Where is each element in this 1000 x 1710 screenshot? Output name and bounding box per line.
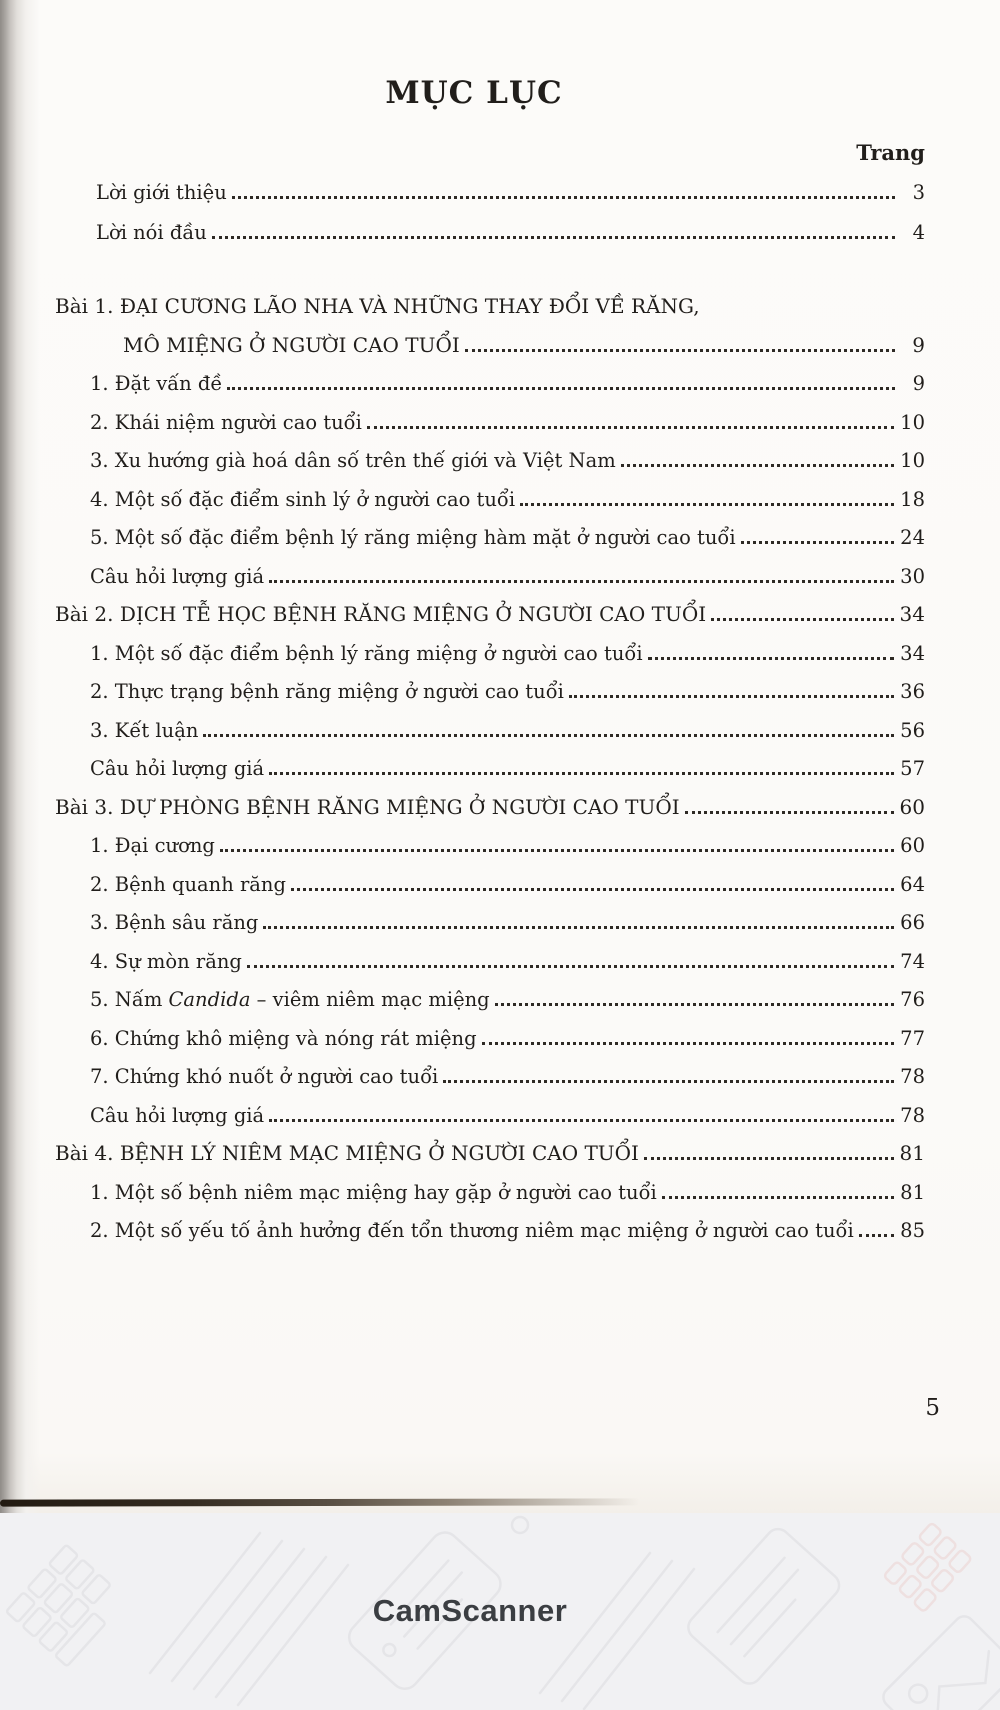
- toc-row: [55, 594, 925, 633]
- toc-entry-text: Câu hỏi lượng giá: [90, 564, 265, 588]
- page-number: 5: [925, 1395, 940, 1421]
- toc-entry-label: [123, 333, 460, 357]
- toc-entry-text-suffix: – viêm niêm mạc miệng: [250, 988, 490, 1011]
- toc-entry-label: [90, 1027, 477, 1050]
- toc-entry-label: [90, 680, 564, 703]
- toc-entry-page-number: 81: [899, 1141, 925, 1165]
- dotted-leader: [220, 849, 894, 852]
- toc-entry-text: Câu hỏi lượng giá: [90, 1103, 265, 1127]
- toc-entry-label: [90, 1104, 264, 1127]
- dotted-leader: [495, 1003, 895, 1006]
- toc-entry-label: [96, 221, 207, 244]
- toc-entry-page-number: 74: [900, 949, 925, 973]
- toc-entry-page-number: 76: [900, 988, 925, 1011]
- dotted-leader: [685, 811, 894, 814]
- toc-entry-label: [90, 449, 616, 472]
- toc-entry-text: 3. Bệnh sâu răng: [90, 911, 259, 934]
- dotted-leader: [741, 541, 895, 544]
- dotted-leader: [711, 618, 893, 621]
- toc-entry-text: 7. Chứng khó nuốt ở người cao tuổi: [90, 1065, 439, 1088]
- toc-entry-text: 1. Một số bệnh niêm mạc miệng hay gặp ở người cao tuổi: [90, 1180, 657, 1204]
- toc-entry-label: [90, 488, 515, 511]
- toc-row: [55, 748, 925, 787]
- toc-entry-label: [55, 294, 700, 318]
- dotted-leader: [247, 965, 894, 968]
- dotted-leader: [644, 1157, 894, 1160]
- toc-content: [55, 0, 925, 1248]
- toc-entry-page-number: 36: [900, 680, 925, 703]
- toc-row: [55, 902, 925, 941]
- toc-entry-page-number: 60: [899, 794, 925, 819]
- toc-row: [55, 632, 925, 671]
- toc-entry-text: 2. Thực trạng bệnh răng miệng ở người cao tuổi: [90, 680, 564, 703]
- dotted-leader: [232, 196, 895, 199]
- toc-row: [55, 440, 925, 479]
- toc-entry-page-number: 78: [900, 1065, 925, 1088]
- toc-entry-text: MÔ MIỆNG Ở NGƯỜI CAO TUỔI: [123, 332, 460, 357]
- toc-row: [55, 324, 925, 363]
- camscanner-watermark: CamScanner: [372, 1593, 568, 1628]
- toc-row: [55, 517, 925, 556]
- toc-entry-text: 5. Một số đặc điểm bệnh lý răng miệng hàm mặt ở người cao tuổi: [90, 526, 736, 549]
- toc-entry-label: [90, 1219, 854, 1242]
- toc-entry-text: 6. Chứng khô miệng và nóng rát miệng: [90, 1026, 477, 1050]
- toc-entry-text: 5. Nấm: [90, 988, 169, 1011]
- toc-entry-label: [55, 1141, 639, 1165]
- toc-entry-page-number: 57: [900, 757, 925, 780]
- toc-entry-page-number: 18: [900, 487, 925, 511]
- toc-entry-text: 3. Xu hướng già hoá dân số trên thế giới và Việt Nam: [90, 449, 616, 472]
- toc-entry-page-number: 64: [900, 872, 925, 896]
- dotted-leader: [269, 772, 894, 775]
- toc-entry-page-number: 4: [912, 221, 925, 244]
- lines-doodle-icon: [540, 1553, 694, 1709]
- dotted-leader: [662, 1196, 894, 1199]
- toc-entry-text: 2. Một số yếu tố ảnh hưởng đến tổn thương niêm mạc miệng ở người cao tuổi: [90, 1219, 854, 1242]
- dotted-leader: [227, 387, 895, 390]
- toc-entry-page-number: 56: [900, 718, 925, 742]
- camscanner-footer-band: [0, 1513, 1000, 1710]
- toc-row: [55, 671, 925, 710]
- toc-entry-text: 1. Đại cương: [90, 834, 215, 857]
- toc-entry-text: 4. Một số đặc điểm sinh lý ở người cao tuổi: [90, 487, 516, 511]
- toc-row: [55, 863, 925, 902]
- toc-entry-label: [90, 757, 264, 780]
- toc-entry-label: [90, 411, 362, 434]
- toc-row: [55, 709, 925, 748]
- toc-entry-page-number: 3: [912, 181, 925, 204]
- toc-row: [55, 210, 925, 250]
- toc-entry-page-number: 10: [900, 449, 925, 472]
- toc-row: [55, 1094, 925, 1133]
- toc-entry-page-number: 34: [900, 641, 925, 665]
- toc-row: [55, 478, 925, 517]
- toc-entry-text: 1. Đặt vấn đề: [90, 372, 223, 395]
- toc-entry-label: [90, 1181, 657, 1204]
- toc-row: [55, 1017, 925, 1056]
- toc-entry-text: Câu hỏi lượng giá: [90, 757, 265, 780]
- toc-row: [55, 1210, 925, 1249]
- toc-entry-page-number: 81: [900, 1180, 925, 1204]
- toc-entry-label: [55, 602, 706, 626]
- toc-row: [55, 170, 925, 210]
- toc-rows: [55, 170, 925, 1248]
- toc-entry-page-number: 10: [900, 410, 925, 434]
- dotted-leader: [648, 657, 895, 660]
- page-column-header: Trang: [856, 140, 925, 165]
- page-title: MỤC LỤC: [385, 75, 563, 111]
- dotted-leader: [291, 888, 894, 891]
- toc-entry-label: [90, 950, 242, 973]
- toc-row: [55, 1056, 925, 1095]
- toc-row: [55, 363, 925, 402]
- toc-entry-label: [90, 372, 222, 395]
- toc-entry-page-number: 34: [899, 602, 925, 626]
- toc-entry-label: [90, 988, 490, 1011]
- dotted-leader: [569, 695, 894, 698]
- toc-entry-page-number: 24: [900, 526, 925, 549]
- dotted-leader: [482, 1042, 895, 1045]
- dotted-leader: [269, 1119, 894, 1122]
- toc-entry-label: [90, 911, 258, 934]
- toc-row: [55, 555, 925, 594]
- toc-entry-text: 2. Khái niệm người cao tuổi: [90, 410, 362, 434]
- toc-entry-page-number: 30: [900, 564, 925, 588]
- toc-entry-page-number: 66: [900, 911, 925, 934]
- toc-entry-page-number: 9: [912, 332, 925, 357]
- toc-row: [55, 825, 925, 864]
- toc-entry-page-number: 85: [900, 1219, 925, 1242]
- toc-row: [55, 1171, 925, 1210]
- toc-entry-text: 4. Sự mòn răng: [90, 949, 242, 973]
- toc-row: [55, 786, 925, 825]
- page-edge-shadow: [0, 0, 40, 1513]
- toc-row: [55, 1133, 925, 1172]
- dotted-leader: [203, 734, 894, 737]
- dotted-leader: [367, 426, 894, 429]
- toc-entry-label: [90, 565, 264, 588]
- dotted-leader: [212, 236, 895, 239]
- toc-entry-label: [90, 642, 643, 665]
- toc-entry-text: Bài 2. DỊCH TỄ HỌC BỆNH RĂNG MIỆNG Ở NGƯỜI CAO TUỔI: [55, 602, 707, 626]
- toc-entry-label: [55, 795, 680, 819]
- toc-entry-label: [90, 1065, 438, 1088]
- toc-entry-text: Bài 4. BỆNH LÝ NIÊM MẠC MIỆNG Ở NGƯỜI CAO TUỔI: [55, 1141, 639, 1165]
- dotted-leader: [443, 1080, 894, 1083]
- toc-entry-text: Lời nói đầu: [96, 221, 207, 244]
- toc-entry-page-number: 78: [900, 1103, 925, 1127]
- toc-row: [55, 401, 925, 440]
- toc-entry-text: 1. Một số đặc điểm bệnh lý răng miệng ở người cao tuổi: [90, 641, 643, 665]
- toc-entry-page-number: 9: [912, 372, 925, 395]
- dotted-leader: [465, 349, 895, 352]
- toc-row: [55, 940, 925, 979]
- dotted-leader: [621, 464, 894, 467]
- toc-entry-text: Bài 3. DỰ PHÒNG BỆNH RĂNG MIỆNG Ở NGƯỜI CAO TUỔI: [55, 794, 680, 819]
- toc-row: [55, 979, 925, 1018]
- toc-entry-text: 3. Kết luận: [90, 718, 199, 742]
- toc-entry-label: [90, 526, 736, 549]
- toc-entry-page-number: 60: [900, 834, 925, 857]
- dot-doodle-icon: [512, 1517, 528, 1533]
- toc-entry-text-italic: Candida: [168, 988, 251, 1011]
- toc-entry-text: Bài 1. ĐẠI CƯƠNG LÃO NHA VÀ NHỮNG THAY ĐỔI VỀ RĂNG,: [55, 294, 700, 318]
- dotted-leader: [520, 503, 894, 506]
- dotted-leader: [269, 580, 894, 583]
- toc-entry-text: Lời giới thiệu: [96, 181, 227, 204]
- toc-entry-text: 2. Bệnh quanh răng: [90, 872, 286, 896]
- toc-row: [55, 290, 925, 324]
- dotted-leader: [263, 926, 894, 929]
- toc-entry-label: [90, 834, 215, 857]
- dotted-leader: [859, 1234, 894, 1237]
- toc-entry-label: [96, 181, 227, 204]
- toc-entry-label: [90, 719, 198, 742]
- page-bottom-edge-shadow: [0, 1498, 640, 1506]
- toc-entry-label: [90, 873, 286, 896]
- toc-entry-page-number: 77: [900, 1026, 925, 1050]
